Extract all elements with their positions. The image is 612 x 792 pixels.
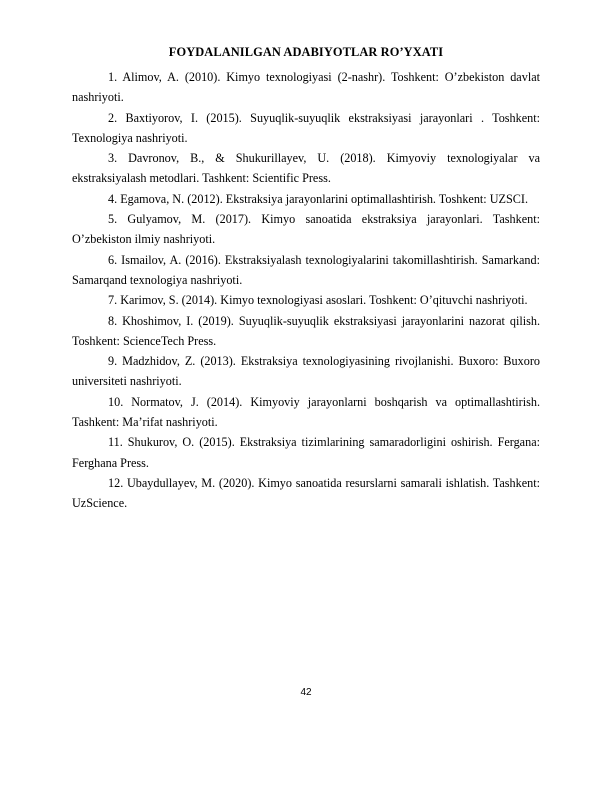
- reference-item-4: 4. Egamova, N. (2012). Ekstraksiya jarayonlarini optimallashtirish. Toshkent: UZSCI.: [108, 191, 528, 206]
- reference-item-8: 8. Khoshimov, I. (2019). Suyuqlik-suyuqlik ekstraksiyasi jarayonlarini nazorat qilish. Toshkent: ScienceTech Press.: [72, 313, 540, 348]
- reference-item-9: 9. Madzhidov, Z. (2013). Ekstraksiya texnologiyasining rivojlanishi. Buxoro: Buxoro universiteti nashriyoti.: [72, 354, 540, 389]
- reference-item-5: 5. Gulyamov, M. (2017). Kimyo sanoatida ekstraksiya jarayonlari. Tashkent: O’zbekiston ilmiy nashriyoti.: [72, 212, 540, 247]
- reference-item-10: 10. Normatov, J. (2014). Kimyoviy jarayonlarni boshqarish va optimallashtirish. Tashkent: Ma’rifat nashriyoti.: [72, 394, 540, 430]
- reference-item-7: 7. Karimov, S. (2014). Kimyo texnologiyasi asoslari. Toshkent: O’qituvchi nashriyoti.: [108, 293, 528, 308]
- reference-list: [72, 67, 540, 514]
- reference-item-11: 11. Shukurov, O. (2015). Ekstraksiya tizimlarining samaradorligini oshirish. Fergana: Ferghana Press.: [72, 435, 540, 470]
- document-page: [72, 43, 540, 514]
- page-number: 42: [300, 687, 312, 698]
- page-title: FOYDALANILGAN ADABIYOTLAR RO’YXATI: [168, 45, 444, 59]
- reference-item-1: 1. Alimov, A. (2010). Kimyo texnologiyasi (2-nashr). Toshkent: O’zbekiston davlat nashriyoti.: [72, 70, 540, 105]
- reference-item-12: 12. Ubaydullayev, M. (2020). Kimyo sanoatida resurslarni samarali ishlatish. Tashkent: UzScience.: [72, 475, 540, 511]
- reference-item-2: 2. Baxtiyorov, I. (2015). Suyuqlik-suyuqlik ekstraksiyasi jarayonlari . Toshkent: Texnologiya nashriyoti.: [72, 110, 540, 145]
- reference-item-3: 3. Davronov, B., & Shukurillayev, U. (2018). Kimyoviy texnologiyalar va ekstraksiyalash metodlari. Tashkent: Scientific Press.: [72, 151, 540, 186]
- reference-item-6: 6. Ismailov, A. (2016). Ekstraksiyalash texnologiyalarini takomillashtirish. Samarkand: Samarqand texnologiya nashriyoti.: [72, 252, 540, 287]
